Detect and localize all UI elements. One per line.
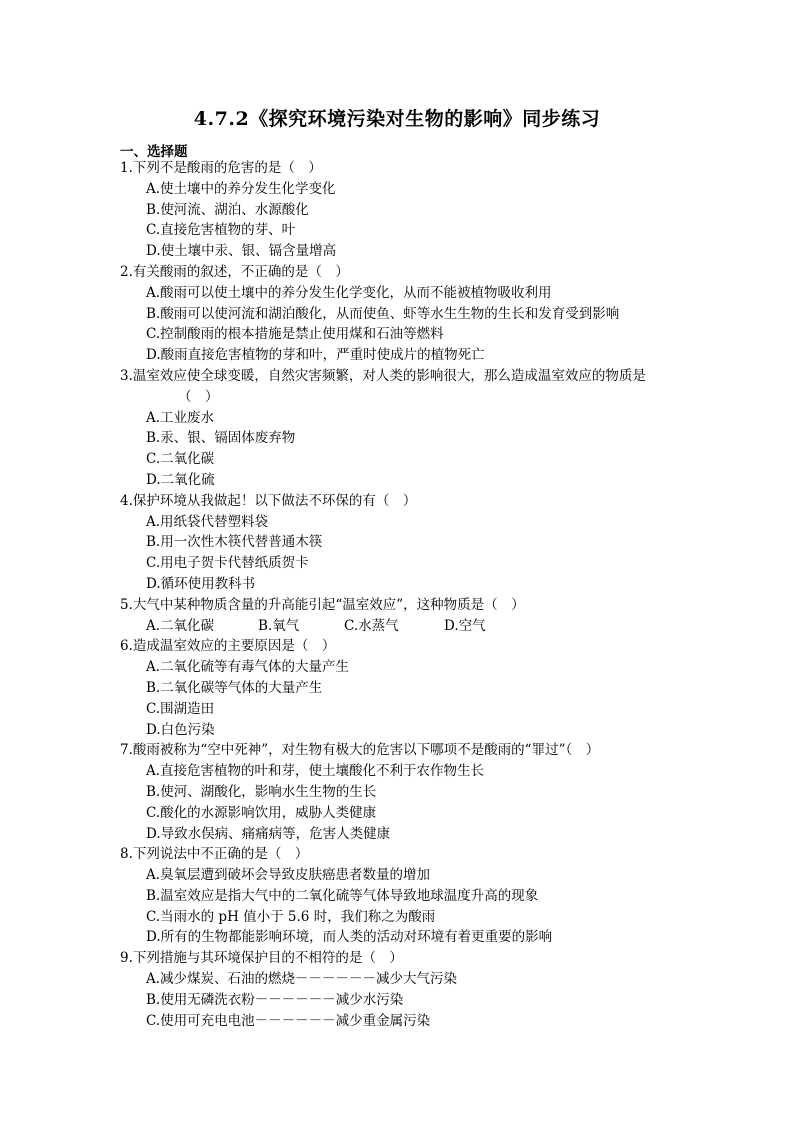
option-c: C.用电子贺卡代替纸质贺卡: [146, 555, 309, 572]
option-a: A.臭氧层遭到破坏会导致皮肤癌患者数量的增加: [146, 867, 431, 884]
section-heading: 一、选择题: [120, 144, 188, 160]
option-c: C.使用可充电电池－－－－－－减少重金属污染: [146, 1012, 431, 1029]
option-d: D.白色污染: [146, 721, 215, 738]
option-c: C.二氧化碳: [146, 451, 215, 468]
option-b: B.二氧化碳等气体的大量产生: [146, 679, 323, 696]
question-stem: 8.下列说法中不正确的是（ ）: [120, 846, 309, 863]
option-b: B.使河、湖酸化，影响水生生物的生长: [146, 783, 377, 800]
option-d: D.导致水俣病、痛痛病等，危害人类健康: [146, 825, 391, 842]
option-b: B.汞、银、镉固体废弃物: [146, 430, 296, 447]
option-c: C.当雨水的 pH 值小于 5.6 时，我们称之为酸雨: [146, 908, 436, 925]
option-b: B.使用无磷洗衣粉－－－－－－减少水污染: [146, 991, 404, 1008]
option-b: B.温室效应是指大气中的二氧化硫等气体导致地球温度升高的现象: [146, 887, 539, 904]
option-d: D.循环使用教科书: [146, 575, 256, 592]
option-d: D.二氧化硫: [146, 471, 215, 488]
option-b: B.使河流、湖泊、水源酸化: [146, 201, 309, 218]
question-stem: 5.大气中某种物质含量的升高能引起“温室效应”，这种物质是（ ）: [120, 596, 525, 613]
option-a: A.二氧化硫等有毒气体的大量产生: [146, 659, 350, 676]
question-stem: 3.温室效应使全球变暖，自然灾害频繁，对人类的影响很大，那么造成温室效应的物质是: [120, 367, 646, 384]
option-d: D.使土壤中汞、银、镉含量增高: [146, 243, 337, 260]
option-d: D.空气: [444, 617, 486, 634]
question-stem: 2.有关酸雨的叙述，不正确的是（ ）: [120, 263, 349, 280]
question-stem-continued: （ ）: [178, 388, 219, 405]
option-a: A.直接危害植物的叶和芽，使土壤酸化不利于农作物生长: [146, 763, 485, 780]
option-a: A.用纸袋代替塑料袋: [146, 513, 269, 530]
option-a: A.工业废水: [146, 409, 215, 426]
option-c: C.围湖造田: [146, 700, 215, 717]
option-row: [120, 616, 710, 637]
option-a: A.酸雨可以使土壤中的养分发生化学变化，从而不能被植物吸收利用: [146, 284, 552, 301]
option-b: B.酸雨可以使河流和湖泊酸化，从而使鱼、虾等水生生物的生长和发育受到影响: [146, 305, 620, 322]
option-c: C.水蒸气: [344, 617, 399, 634]
question-stem: 9.下列措施与其环境保护目的不相符的是（ ）: [120, 950, 403, 967]
option-d: D.酸雨直接危害植物的芽和叶，严重时使成片的植物死亡: [146, 347, 485, 364]
question-list: [120, 158, 710, 1031]
option-a: A.使土壤中的养分发生化学变化: [146, 180, 336, 197]
question-stem: 4.保护环境从我做起！以下做法不环保的有（ ）: [120, 492, 417, 509]
option-c: C.酸化的水源影响饮用，威胁人类健康: [146, 804, 377, 821]
option-c: C.控制酸雨的根本措施是禁止使用煤和石油等燃料: [146, 326, 444, 343]
option-b: B.用一次性木筷代替普通木筷: [146, 534, 323, 551]
option-b: B.氧气: [258, 617, 300, 634]
page-title: 4.7.2《探究环境污染对生物的影响》同步练习: [193, 108, 601, 130]
option-d: D.所有的生物都能影响环境，而人类的活动对环境有着更重要的影响: [146, 929, 553, 946]
question-stem: 6.造成温室效应的主要原因是（ ）: [120, 638, 336, 655]
option-c: C.直接危害植物的芽、叶: [146, 222, 296, 239]
option-a: A.二氧化碳: [146, 617, 215, 634]
option-a: A.减少煤炭、石油的燃烧－－－－－－减少大气污染: [146, 971, 458, 988]
question-stem: 1.下列不是酸雨的危害的是（ ）: [120, 160, 322, 176]
question-stem: 7.酸雨被称为“空中死神”，对生物有极大的危害以下哪项不是酸雨的“罪过”（ ）: [120, 742, 600, 759]
